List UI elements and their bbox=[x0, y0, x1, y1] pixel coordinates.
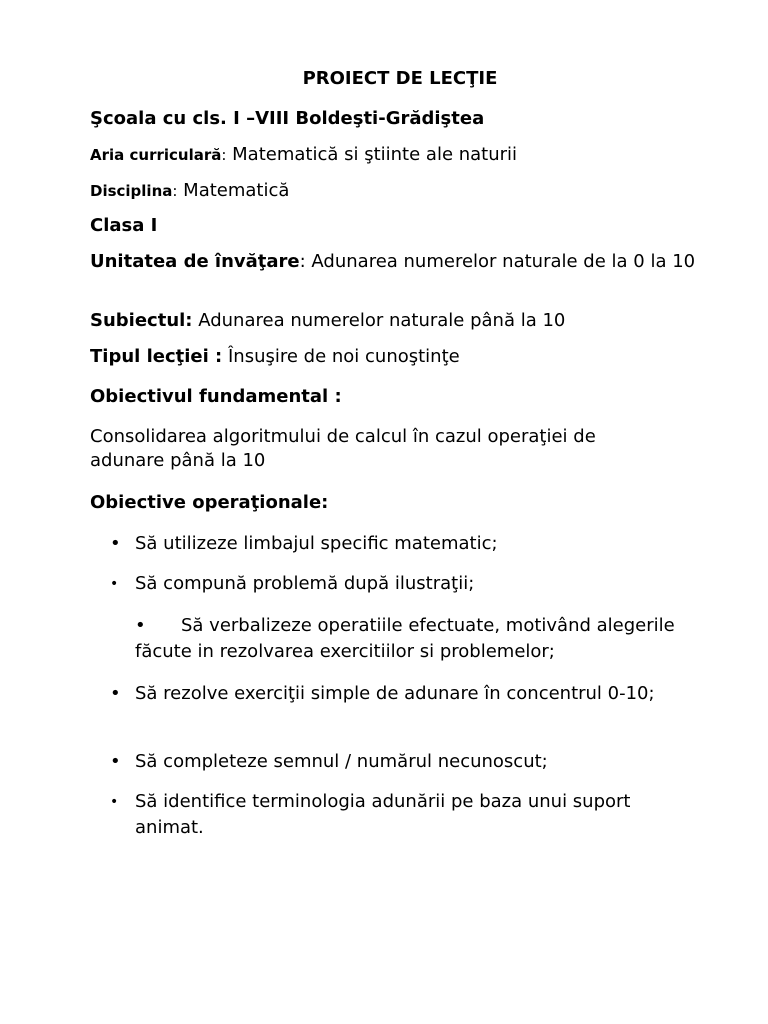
discipline-sep: : bbox=[172, 182, 178, 200]
list-item-text: Să completeze semnul / numărul necunoscut; bbox=[135, 751, 548, 772]
bullet-icon: • bbox=[110, 683, 121, 704]
subject bbox=[90, 309, 720, 333]
lesson-type-value: Însuşire de noi cunoştinţe bbox=[222, 346, 460, 367]
subject-value: Adunarea numerelor naturale până la 10 bbox=[192, 310, 566, 331]
curricular-area-sep: : bbox=[221, 146, 227, 164]
lesson-type bbox=[90, 345, 720, 369]
fundamental-objective-text: Consolidarea algoritmului de calcul în cazul operaţiei de adunare până la 10 bbox=[90, 426, 596, 471]
list-item-text: Să rezolve exerciţii simple de adunare în concentrul 0-10; bbox=[135, 683, 655, 704]
discipline-label: Disciplina bbox=[90, 182, 173, 200]
bullet-icon: • bbox=[110, 533, 121, 554]
learning-unit-label: Unitatea de învăţare bbox=[90, 251, 300, 272]
list-item-text: Să verbalizeze operatiile efectuate, motivând alegerile făcute in rezolvarea exercitiilor si problemelor; bbox=[135, 615, 675, 662]
list-item bbox=[110, 681, 710, 707]
class-level: Clasa I bbox=[90, 215, 158, 236]
curricular-area bbox=[90, 143, 720, 167]
bullet-icon: • bbox=[110, 576, 119, 592]
list-item-text: Să utilizeze limbajul specific matematic; bbox=[135, 533, 498, 554]
subject-label: Subiectul: bbox=[90, 310, 193, 331]
list-item bbox=[135, 613, 735, 665]
list-item bbox=[110, 531, 730, 557]
list-item bbox=[110, 749, 730, 775]
operational-objectives-heading: Obiective operaţionale: bbox=[90, 492, 329, 513]
school-name: Şcoala cu cls. I –VIII Boldeşti-Grădiştea bbox=[90, 108, 485, 129]
bullet-icon: • bbox=[110, 751, 121, 772]
learning-unit-value: : Adunarea numerelor naturale de la 0 la 10 bbox=[299, 251, 696, 272]
curricular-area-value: Matematică si ştiinte ale naturii bbox=[226, 144, 518, 165]
list-item-text: Să identifice terminologia adunării pe baza unui suport animat. bbox=[135, 791, 631, 838]
bullet-icon: • bbox=[135, 615, 146, 636]
lesson-type-label: Tipul lecţiei : bbox=[90, 346, 223, 367]
list-item-text: Să compună problemă după ilustraţii; bbox=[135, 573, 475, 594]
curricular-area-label: Aria curriculară bbox=[90, 146, 222, 164]
bullet-icon: • bbox=[110, 794, 119, 810]
discipline-value: Matematică bbox=[177, 180, 290, 201]
fundamental-objective-heading: Obiectivul fundamental : bbox=[90, 386, 342, 407]
list-item bbox=[110, 789, 710, 841]
learning-unit bbox=[90, 250, 715, 274]
list-item bbox=[110, 571, 730, 597]
discipline bbox=[90, 179, 720, 203]
document-title: PROIECT DE LECŢIE bbox=[302, 68, 498, 89]
